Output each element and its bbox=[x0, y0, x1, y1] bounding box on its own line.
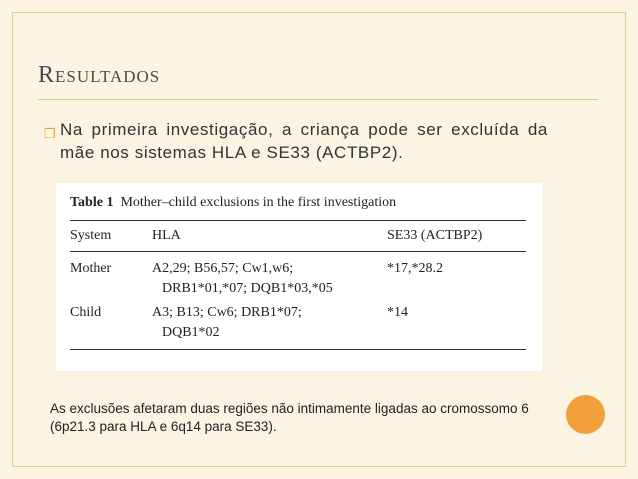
row-mother-hla-2: DRB1*01,*07; DQB1*03,*05 bbox=[162, 281, 333, 296]
row-child-system: Child bbox=[70, 305, 102, 320]
row-child-hla-2: DQB1*02 bbox=[162, 325, 220, 340]
row-child-hla-1: A3; B13; Cw6; DRB1*07; bbox=[152, 305, 302, 320]
table-bottom-rule bbox=[70, 349, 526, 350]
table-top-rule bbox=[70, 220, 526, 221]
slide-title bbox=[38, 62, 160, 89]
header-hla: HLA bbox=[152, 228, 181, 243]
slide-title-initial: R bbox=[38, 62, 56, 88]
frame-right-line bbox=[625, 12, 626, 467]
frame-left-line bbox=[12, 12, 13, 467]
row-mother-system: Mother bbox=[70, 261, 112, 276]
frame-top-line bbox=[12, 12, 626, 13]
table-caption-text: Mother–child exclusions in the first investigation bbox=[120, 195, 397, 210]
row-mother-se33: *17,*28.2 bbox=[387, 261, 443, 276]
bullet-text: Na primeira investigação, a criança pode ser excluída da mãe nos sistemas HLA e SE33 (ACTBP2). bbox=[60, 120, 548, 162]
row-mother-hla-1: A2,29; B56,57; Cw1,w6; bbox=[152, 261, 294, 276]
table-caption-label: Table 1 bbox=[70, 195, 114, 210]
table-image bbox=[56, 183, 542, 371]
frame-bottom-line bbox=[12, 466, 626, 467]
slide-title-rest: ESULTADOS bbox=[55, 67, 161, 86]
header-system: System bbox=[70, 228, 112, 243]
header-se33: SE33 (ACTBP2) bbox=[387, 228, 483, 243]
title-divider bbox=[38, 99, 598, 100]
table-header-rule bbox=[70, 251, 526, 252]
footer-note: As exclusões afetaram duas regiões não intimamente ligadas ao cromossomo 6 (6p21.3 para HLA e 6q14 para SE33). bbox=[50, 401, 529, 434]
checkbox-bullet-icon: ❒ bbox=[44, 126, 56, 141]
orange-circle-decoration bbox=[566, 395, 605, 434]
table-caption bbox=[70, 195, 396, 211]
row-child-se33: *14 bbox=[387, 305, 408, 320]
